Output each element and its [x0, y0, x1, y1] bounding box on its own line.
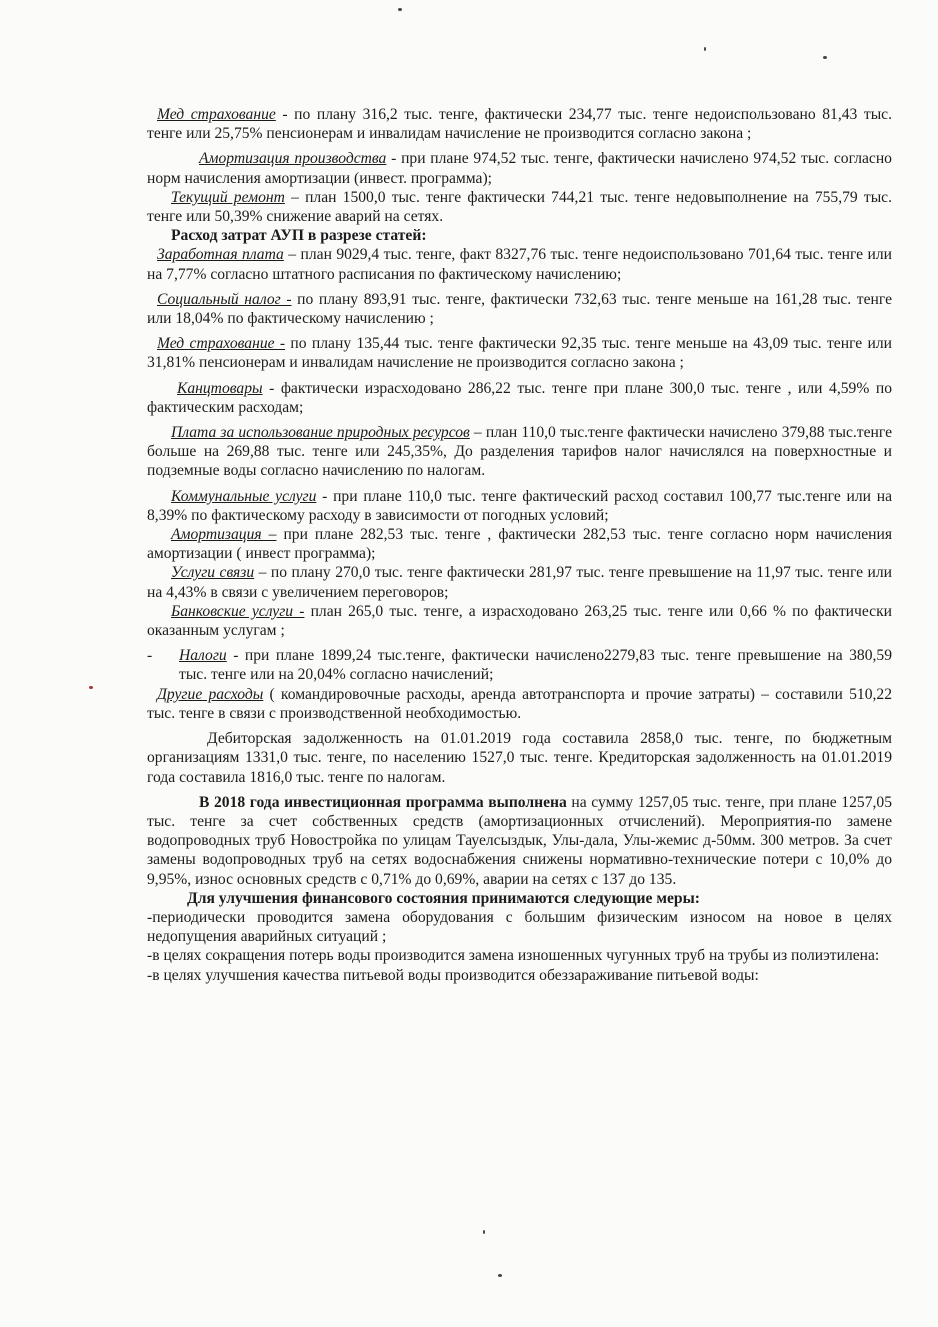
paragraph-text: - по плану 316,2 тыс. тенге, фактически 234,77 тыс. тенге недоиспользовано 81,43 тыс. тенге или 25,75% пенсионерам и инвалидам начисление не производится согласно закона ;: [147, 106, 893, 143]
scan-speck: [89, 686, 93, 689]
item-text: по плану 135,44 тыс. тенге фактически 92,35 тыс. тенге меньше на 43,09 тыс. тенге или 31,81% пенсионерам и инвалидам начисление не производится согласно закона ;: [147, 335, 892, 372]
measure-item: -в целях улучшения качества питьевой воды производится обеззараживание питьевой воды:: [147, 966, 759, 984]
investment-bold: В 2018 года инвестиционная программа выполнена: [199, 793, 567, 811]
item-text: - фактически израсходовано 286,22 тыс. тенге при плане 300,0 тыс. тенге , или 4,59% по фактическим расходам;: [147, 379, 892, 416]
scan-speck: [498, 1274, 502, 1277]
term: Мед страхование -: [157, 335, 286, 353]
term: Коммунальные услуги: [171, 487, 317, 505]
term: Услуги связи: [171, 564, 255, 582]
measures-heading: Для улучшения финансового состояния принимаются следующие меры:: [187, 889, 700, 907]
paragraph-amortization-production: [147, 149, 892, 187]
term: Амортизация производства: [199, 150, 387, 168]
item-stationery: [147, 379, 892, 417]
scan-speck: [823, 56, 827, 59]
investment-text: на сумму 1257,05 тыс. тенге, при плане 1257,05 тыс. тенге за счет собственных средств (амортизационных отчислений). Мероприятия-по замене водопроводных труб Новостройка по улицам Тауелсыздык, Улы-дала, Улы-жемис д-50мм. 300 метров. За счет замены водопроводных труб на сетях водоснабжения снижены нормативно-технические потери с 10,0% до 9,95%, износ основных средств с 0,71% до 0,69%, аварии на сетях с 137 до 135.: [147, 793, 892, 888]
term: Мед страхование: [157, 106, 276, 123]
measure-item: -в целях сокращения потерь воды производится замена изношенных чугунных труб на трубы из полиэтилена:: [147, 947, 880, 965]
bullet-dash: -: [147, 647, 153, 665]
term: Другие расходы: [157, 685, 264, 703]
paragraph-text: – план 1500,0 тыс. тенге фактически 744,21 тыс. тенге недовыполнение на 755,79 тыс. тенге или 50,39% снижение аварий на сетях.: [147, 188, 893, 226]
item-text: по плану 893,91 тыс. тенге, фактически 732,63 тыс. тенге меньше на 161,28 тыс. тенге или 18,04% по фактическому начислению ;: [147, 290, 892, 328]
item-social-tax: [147, 290, 892, 328]
item-text: - при плане 110,0 тыс. тенге фактический расход составил 100,77 тыс.тенге или на 8,39% по фактическому расходу в зависимости от погодных условий;: [147, 487, 892, 524]
scan-speck: [704, 47, 706, 51]
paragraph-debt: Дебиторская задолженность на 01.01.2019 года составила 2858,0 тыс. тенге, по бюджетным организациям 1331,0 тыс. тенге, по населению 1527,0 тыс. тенге. Кредиторская задолженность на 01.01.2019 года составила 1816,0 тыс. тенге по налогам.: [147, 730, 892, 786]
item-amortization: [147, 525, 892, 563]
item-text: ( командировочные расходы, аренда автотранспорта и прочие затраты) – составили 510,22 тыс. тенге в связи с производственной необходимостью.: [147, 685, 892, 722]
item-natural-resources: [147, 423, 892, 481]
term: Амортизация –: [171, 526, 277, 544]
taxes-content: [179, 646, 892, 684]
scan-speck: [398, 8, 402, 11]
item-text: – по плану 270,0 тыс. тенге фактически 281,97 тыс. тенге превышение на 11,97 тыс. тенге или на 4,43% в связи с увеличением переговоров;: [147, 564, 893, 601]
term: Банковские услуги -: [171, 602, 305, 620]
term: Социальный налог -: [157, 290, 292, 308]
term: Текущий ремонт: [171, 188, 285, 206]
document-page: [147, 105, 892, 985]
item-text: - при плане 1899,24 тыс.тенге, фактически начислено2279,83 тыс. тенге превышение на 380,59 тыс. тенге или на 20,04% согласно начислений;: [179, 647, 892, 684]
term: Плата за использование природных ресурсов: [171, 424, 470, 442]
term: Канцтовары: [177, 379, 263, 397]
item-text: – план 9029,4 тыс. тенге, факт 8327,76 тыс. тенге недоиспользовано 701,64 тыс. тенге или на 7,77% согласно штатного расписания по фактическому начислению;: [147, 246, 892, 283]
item-utilities: [147, 487, 892, 525]
item-text: план 265,0 тыс. тенге, а израсходовано 263,25 тыс. тенге или 0,66 % по фактически оказанным услугам ;: [147, 602, 893, 640]
item-text: – план 110,0 тыс.тенге фактически начислено 379,88 тыс.тенге больше на 269,88 тыс. тенге или 245,35%, До разделения тарифов налог начислялся на поверхностные и подземные воды согласно начислению по налогам.: [147, 424, 892, 480]
paragraph-current-repair: [147, 188, 892, 226]
item-banking: [147, 602, 892, 640]
item-text: при плане 282,53 тыс. тенге , фактически 282,53 тыс. тенге согласно норм начисления амортизации ( инвест программа);: [147, 526, 893, 563]
term: Налоги: [179, 647, 227, 665]
term: Заработная плата: [157, 246, 284, 264]
item-taxes: [147, 646, 892, 684]
paragraph-text: - при плане 974,52 тыс. тенге, фактически начислено 974,52 тыс. согласно норм начисления амортизации (инвест. программа);: [147, 150, 892, 187]
section-heading-aup: Расход затрат АУП в разрезе статей:: [171, 227, 427, 245]
measure-item: -периодически проводится замена оборудования с большим физическим износом на новое в целях недопущения аварийных ситуаций ;: [147, 908, 892, 946]
item-other-expenses: [147, 685, 892, 723]
paragraph-med-insurance: [147, 105, 892, 143]
paragraph-investment: [147, 793, 892, 889]
item-communication: [147, 563, 892, 601]
item-salary: [147, 245, 892, 283]
scan-speck: [483, 1230, 485, 1234]
item-med-insurance: [147, 334, 892, 372]
